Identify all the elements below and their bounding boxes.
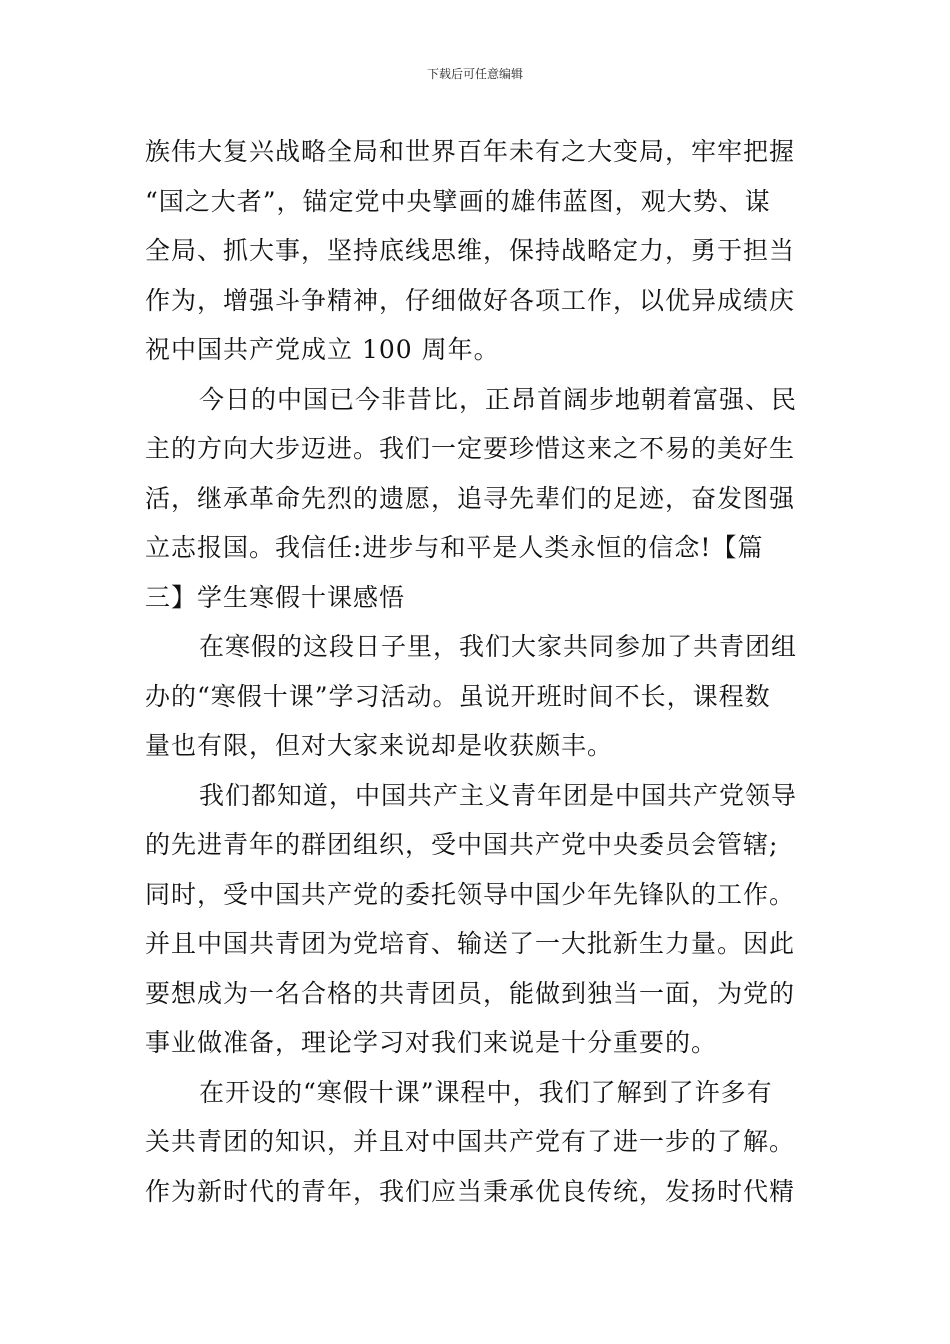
text-line: 主的方向大步迈进。我们一定要珍惜这来之不易的美好生 <box>145 434 796 463</box>
text-line: 作为，增强斗争精神，仔细做好各项工作，以优异成绩庆 <box>145 285 796 315</box>
text-line: “国之大者”，锚定党中央擘画的雄伟蓝图，观大势、谋 <box>145 186 771 216</box>
paragraph-start-line: 今日的中国已今非昔比，正昂首阔步地朝着富强、民 <box>199 384 798 414</box>
text-line: 活，继承革命先烈的遗愿，追寻先辈们的足迹，奋发图强 <box>145 483 796 513</box>
paragraph-start-line: 在开设的“寒假十课”课程中，我们了解到了许多有 <box>199 1077 773 1107</box>
page-header-note: 下载后可任意编辑 <box>426 67 523 81</box>
document-body <box>145 127 810 1216</box>
text-line: 全局、抓大事，坚持底线思维，保持战略定力，勇于担当 <box>145 236 796 265</box>
text-line: 办的“寒假十课”学习活动。虽说开班时间不长，课程数 <box>145 681 771 711</box>
text-line: 要想成为一名合格的共青团员，能做到独当一面，为党的 <box>145 978 796 1008</box>
paragraph-start-line: 我们都知道，中国共产主义青年团是中国共产党领导 <box>199 780 798 810</box>
text-line: 量也有限，但对大家来说却是收获颇丰。 <box>145 731 614 760</box>
text-line: 同时，受中国共产党的委托领导中国少年先锋队的工作。 <box>145 879 796 909</box>
text-line: 祝中国共产党成立 100 周年。 <box>145 335 500 364</box>
text-line: 立志报国。我信任:进步与和平是人类永恒的信念!【篇 <box>145 533 764 562</box>
section-heading-line: 三】学生寒假十课感悟 <box>145 582 406 612</box>
text-line: 关共青团的知识，并且对中国共产党有了进一步的了解。 <box>145 1127 796 1156</box>
text-line: 族伟大复兴战略全局和世界百年未有之大变局，牢牢把握 <box>145 137 796 166</box>
text-line: 事业做准备，理论学习对我们来说是十分重要的。 <box>145 1028 718 1057</box>
text-line: 并且中国共青团为党培育、输送了一大批新生力量。因此 <box>145 929 796 958</box>
text-line: 的先进青年的群团组织，受中国共产党中央委员会管辖; <box>145 830 779 859</box>
text-line: 作为新时代的青年，我们应当秉承优良传统，发扬时代精 <box>145 1176 796 1206</box>
paragraph-start-line: 在寒假的这段日子里，我们大家共同参加了共青团组 <box>199 632 798 661</box>
